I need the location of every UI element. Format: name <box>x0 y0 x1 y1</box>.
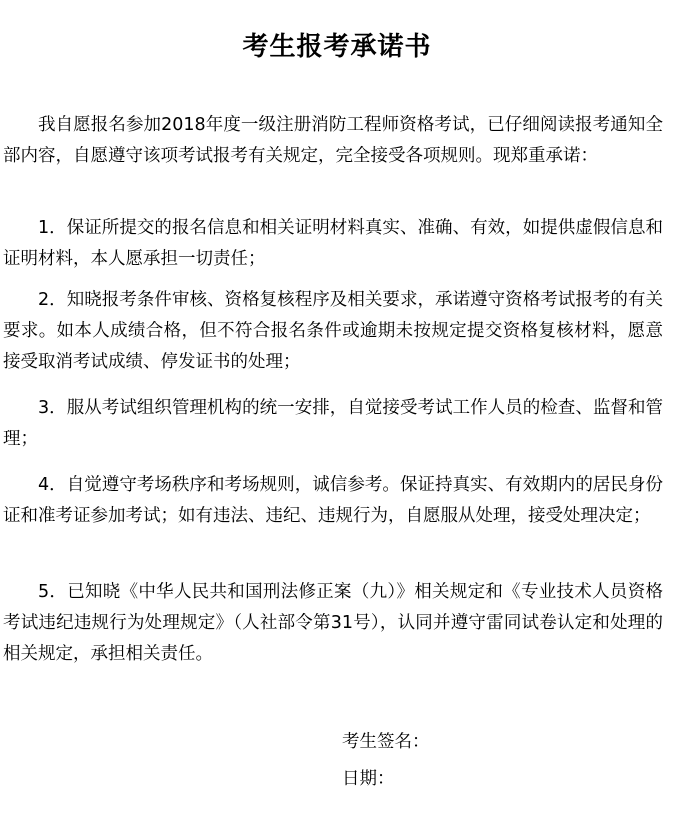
date-label: 日期： <box>342 769 395 789</box>
commitment-item-2: 2．知晓报考条件审核、资格复核程序及相关要求，承诺遵守资格考试报考的有关要求。如本人成绩合格，但不符合报名条件或逾期未按规定提交资格复核材料，愿意接受取消考试成绩、停发证书的处理； <box>3 290 663 372</box>
commitment-item-3: 3．服从考试组织管理机构的统一安排，自觉接受考试工作人员的检查、监督和管理； <box>3 398 663 449</box>
signature-label: 考生签名： <box>342 732 430 752</box>
commitment-item-5: 5．已知晓《中华人民共和国刑法修正案（九）》相关规定和《专业技术人员资格考试违纪违规行为处理规定》（人社部令第31号），认同并遵守雷同试卷认定和处理的相关规定，承担相关责任。 <box>3 582 663 664</box>
intro-paragraph: 我自愿报名参加2018年度一级注册消防工程师资格考试，已仔细阅读报考通知全部内容，自愿遵守该项考试报考有关规定，完全接受各项规则。现郑重承诺： <box>3 115 663 166</box>
commitment-item-4: 4．自觉遵守考场秩序和考场规则，诚信参考。保证持真实、有效期内的居民身份证和准考证参加考试；如有违法、违纪、违规行为，自愿服从处理，接受处理决定； <box>3 475 663 526</box>
document-title: 考生报考承诺书 <box>242 32 432 63</box>
commitment-item-1: 1．保证所提交的报名信息和相关证明材料真实、准确、有效，如提供虚假信息和证明材料，本人愿承担一切责任； <box>3 218 663 269</box>
